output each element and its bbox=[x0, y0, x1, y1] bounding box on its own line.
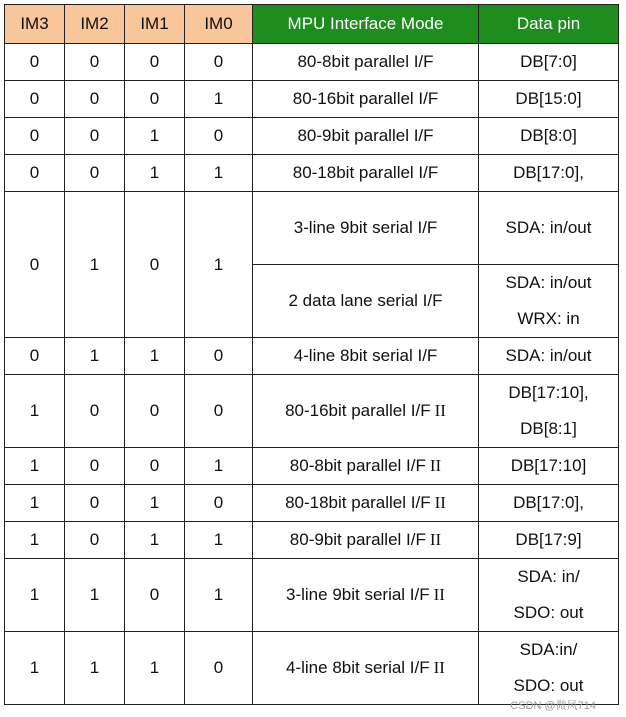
table-row bbox=[5, 118, 619, 155]
data-pin-line: SDA:in/ bbox=[519, 640, 578, 659]
data-pin-line: DB[17:0], bbox=[513, 163, 584, 182]
mode-text: 3-line 9bit serial I/F bbox=[286, 585, 430, 604]
mode-variant-suffix: II bbox=[433, 658, 445, 677]
im0-cell: 0 bbox=[185, 375, 253, 448]
data-pin-cell bbox=[479, 485, 619, 522]
im2-cell: 0 bbox=[65, 81, 125, 118]
mode-variant-suffix: II bbox=[429, 530, 442, 549]
mpu-interface-mode-cell bbox=[253, 192, 479, 265]
mode-variant-suffix: II bbox=[433, 585, 445, 604]
watermark: CSDN @微风714 bbox=[510, 700, 596, 712]
data-pin-cell bbox=[479, 155, 619, 192]
im0-cell: 0 bbox=[185, 118, 253, 155]
im0-cell: 1 bbox=[185, 522, 253, 559]
im3-cell: 0 bbox=[5, 155, 65, 192]
im1-cell: 1 bbox=[125, 485, 185, 522]
mode-text: 2 data lane serial I/F bbox=[288, 291, 443, 310]
mode-variant-suffix: II bbox=[434, 401, 446, 420]
interface-mode-table-container bbox=[4, 4, 618, 705]
im3-cell: 1 bbox=[5, 632, 65, 705]
mode-text: 80-16bit parallel I/F bbox=[285, 401, 431, 420]
table-body bbox=[5, 44, 619, 705]
data-pin-cell bbox=[479, 448, 619, 485]
mpu-interface-mode-cell bbox=[253, 81, 479, 118]
mode-text: 3-line 9bit serial I/F bbox=[293, 218, 438, 237]
data-pin-cell bbox=[479, 192, 619, 265]
im1-cell: 0 bbox=[125, 192, 185, 338]
im0-cell: 1 bbox=[185, 192, 253, 338]
data-pin-cell bbox=[479, 265, 619, 338]
header-mpu-interface-mode: MPU Interface Mode bbox=[253, 5, 479, 44]
data-pin-line: DB[15:0] bbox=[515, 89, 582, 108]
im2-cell: 1 bbox=[65, 192, 125, 338]
data-pin-line: DB[17:9] bbox=[515, 530, 582, 549]
mode-variant-suffix: II bbox=[429, 456, 442, 475]
header-im0: IM0 bbox=[185, 5, 253, 44]
mpu-interface-mode-cell bbox=[253, 118, 479, 155]
mode-text: 80-9bit parallel I/F bbox=[289, 530, 426, 549]
table-row bbox=[5, 485, 619, 522]
mpu-interface-mode-cell bbox=[253, 632, 479, 705]
mpu-interface-mode-cell bbox=[253, 265, 479, 338]
mpu-interface-mode-cell bbox=[253, 375, 479, 448]
data-pin-line: SDA: in/ bbox=[517, 567, 580, 586]
im1-cell: 1 bbox=[125, 522, 185, 559]
table-row bbox=[5, 155, 619, 192]
mode-variant-suffix: II bbox=[434, 493, 446, 512]
table-row bbox=[5, 338, 619, 375]
table-row bbox=[5, 81, 619, 118]
header-im2: IM2 bbox=[65, 5, 125, 44]
table-row bbox=[5, 448, 619, 485]
im2-cell: 1 bbox=[65, 559, 125, 632]
im3-cell: 0 bbox=[5, 44, 65, 81]
mode-text: 80-8bit parallel I/F bbox=[289, 456, 426, 475]
im2-cell: 0 bbox=[65, 44, 125, 81]
mode-text: 4-line 8bit serial I/F bbox=[286, 658, 430, 677]
im3-cell: 1 bbox=[5, 448, 65, 485]
im2-cell: 0 bbox=[65, 155, 125, 192]
im2-cell: 0 bbox=[65, 522, 125, 559]
im3-cell: 1 bbox=[5, 522, 65, 559]
im0-cell: 1 bbox=[185, 81, 253, 118]
interface-mode-table bbox=[4, 4, 619, 705]
im3-cell: 1 bbox=[5, 559, 65, 632]
data-pin-line: SDO: out bbox=[513, 603, 584, 622]
table-row bbox=[5, 522, 619, 559]
mpu-interface-mode-cell bbox=[253, 522, 479, 559]
data-pin-line: DB[17:10], bbox=[508, 383, 589, 402]
im0-cell: 0 bbox=[185, 485, 253, 522]
im0-cell: 0 bbox=[185, 338, 253, 375]
data-pin-cell bbox=[479, 632, 619, 705]
im2-cell: 1 bbox=[65, 632, 125, 705]
im1-cell: 1 bbox=[125, 155, 185, 192]
im2-cell: 0 bbox=[65, 448, 125, 485]
data-pin-line: DB[17:10] bbox=[510, 456, 587, 475]
data-pin-line: DB[8:0] bbox=[520, 126, 577, 145]
table-row bbox=[5, 632, 619, 705]
im2-cell: 0 bbox=[65, 118, 125, 155]
mode-text: 4-line 8bit serial I/F bbox=[293, 346, 438, 365]
table-row bbox=[5, 559, 619, 632]
im0-cell: 1 bbox=[185, 448, 253, 485]
data-pin-cell bbox=[479, 338, 619, 375]
table-header-row bbox=[5, 5, 619, 44]
data-pin-line: DB[7:0] bbox=[520, 52, 577, 71]
im1-cell: 1 bbox=[125, 118, 185, 155]
data-pin-line: SDA: in/out bbox=[505, 273, 592, 292]
header-data-pin: Data pin bbox=[479, 5, 619, 44]
im1-cell: 0 bbox=[125, 44, 185, 81]
im0-cell: 1 bbox=[185, 559, 253, 632]
im2-cell: 0 bbox=[65, 375, 125, 448]
im2-cell: 1 bbox=[65, 338, 125, 375]
mode-text: 80-18bit parallel I/F bbox=[292, 163, 439, 182]
mpu-interface-mode-cell bbox=[253, 485, 479, 522]
data-pin-cell bbox=[479, 559, 619, 632]
mode-text: 80-8bit parallel I/F bbox=[297, 52, 434, 71]
im1-cell: 0 bbox=[125, 375, 185, 448]
data-pin-line: SDO: out bbox=[513, 676, 584, 695]
im1-cell: 0 bbox=[125, 81, 185, 118]
im1-cell: 0 bbox=[125, 559, 185, 632]
im0-cell: 0 bbox=[185, 632, 253, 705]
data-pin-line: DB[8:1] bbox=[520, 419, 577, 438]
table-row bbox=[5, 44, 619, 81]
mpu-interface-mode-cell bbox=[253, 44, 479, 81]
data-pin-cell bbox=[479, 81, 619, 118]
mode-text: 80-9bit parallel I/F bbox=[297, 126, 434, 145]
header-im3: IM3 bbox=[5, 5, 65, 44]
data-pin-line: SDA: in/out bbox=[505, 346, 592, 365]
im3-cell: 0 bbox=[5, 118, 65, 155]
im1-cell: 1 bbox=[125, 338, 185, 375]
im3-cell: 0 bbox=[5, 338, 65, 375]
im3-cell: 1 bbox=[5, 485, 65, 522]
table-row bbox=[5, 192, 619, 265]
data-pin-line: DB[17:0], bbox=[513, 493, 584, 512]
mpu-interface-mode-cell bbox=[253, 155, 479, 192]
data-pin-line: WRX: in bbox=[517, 309, 580, 328]
im2-cell: 0 bbox=[65, 485, 125, 522]
data-pin-cell bbox=[479, 118, 619, 155]
mpu-interface-mode-cell bbox=[253, 338, 479, 375]
im0-cell: 1 bbox=[185, 155, 253, 192]
data-pin-line: SDA: in/out bbox=[505, 218, 592, 237]
data-pin-cell bbox=[479, 522, 619, 559]
im3-cell: 0 bbox=[5, 81, 65, 118]
data-pin-cell bbox=[479, 375, 619, 448]
mpu-interface-mode-cell bbox=[253, 448, 479, 485]
im3-cell: 1 bbox=[5, 375, 65, 448]
mpu-interface-mode-cell bbox=[253, 559, 479, 632]
im1-cell: 1 bbox=[125, 632, 185, 705]
mode-text: 80-16bit parallel I/F bbox=[292, 89, 439, 108]
table-row bbox=[5, 375, 619, 448]
header-im1: IM1 bbox=[125, 5, 185, 44]
mode-text: 80-18bit parallel I/F bbox=[285, 493, 431, 512]
im3-cell: 0 bbox=[5, 192, 65, 338]
im0-cell: 0 bbox=[185, 44, 253, 81]
im1-cell: 0 bbox=[125, 448, 185, 485]
data-pin-cell bbox=[479, 44, 619, 81]
